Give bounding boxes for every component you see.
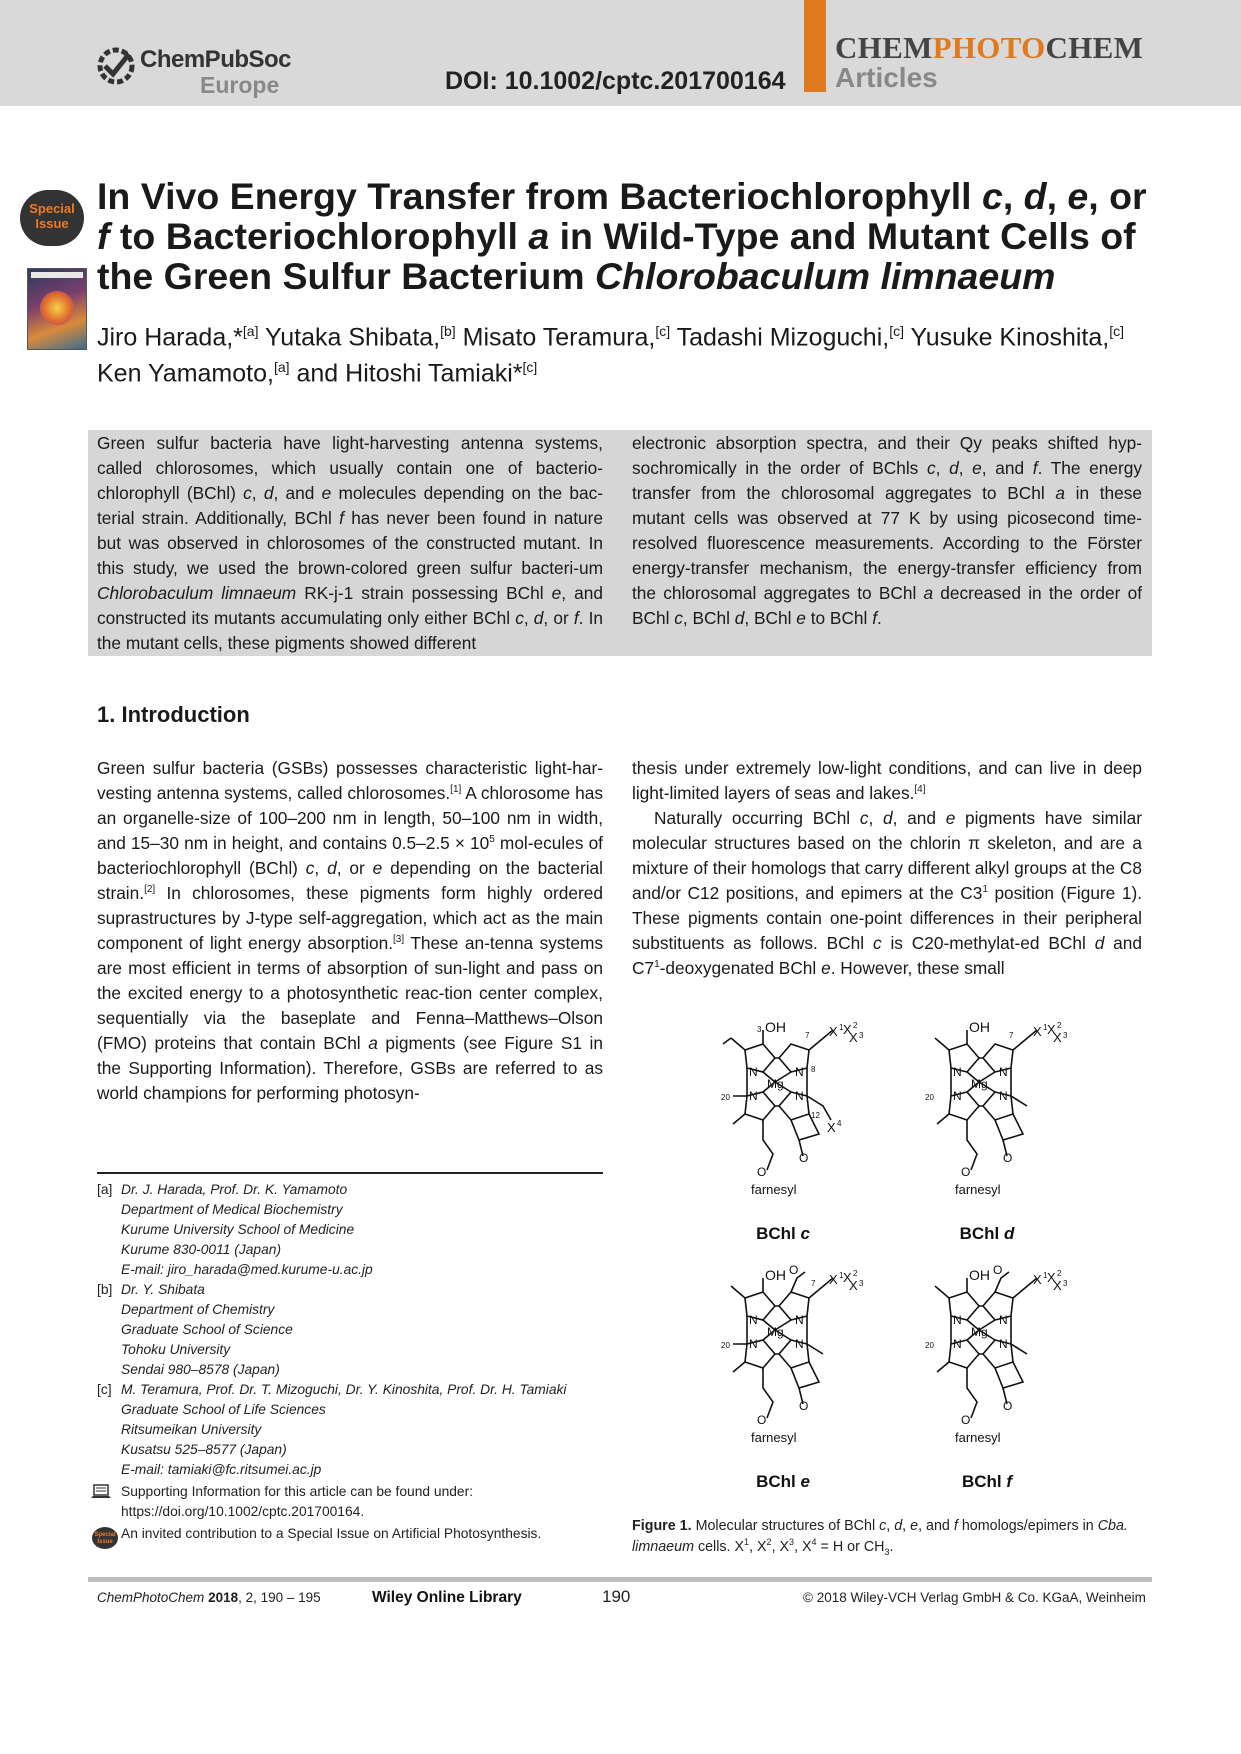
atom-label: O xyxy=(1003,1151,1013,1165)
citation-link[interactable]: [4] xyxy=(914,784,926,796)
text: molecules depending on the bac-terial strain. Additionally, BChl xyxy=(97,483,603,528)
text: c xyxy=(859,808,869,828)
group-label-x: X xyxy=(829,1272,838,1287)
position-label: 20 xyxy=(721,1093,730,1102)
journal-name-part1: CHEM xyxy=(835,30,933,65)
label-letter: e xyxy=(800,1472,810,1491)
supporting-info-note xyxy=(97,1482,607,1522)
affiliation-a xyxy=(97,1180,607,1280)
subscript-label: 2 xyxy=(1057,1269,1062,1278)
text: d xyxy=(734,608,745,628)
text: electronic absorption spectra, and their Qy peaks shifted hyp-sochromically in the order of BChls xyxy=(632,433,1142,478)
title-part: c xyxy=(981,175,1003,217)
group-label-x: X xyxy=(1053,1278,1062,1293)
atom-label: N xyxy=(795,1337,804,1351)
subscript-label: 3 xyxy=(859,1279,864,1288)
atom-label: N xyxy=(749,1337,758,1351)
group-label-x: X xyxy=(829,1024,838,1039)
label-prefix: BChl xyxy=(756,1472,801,1491)
affiliation-line: Dr. J. Harada, Prof. Dr. K. Yamamoto xyxy=(121,1182,348,1197)
affiliation-line: Graduate School of Science xyxy=(121,1322,293,1337)
subscript-label: 1 xyxy=(1043,1271,1048,1280)
author-name[interactable]: Jiro Harada,* xyxy=(97,323,243,352)
group-label-farnesyl: farnesyl xyxy=(751,1182,797,1197)
affiliation-email[interactable]: E-mail: tamiaki@fc.ritsumei.ac.jp xyxy=(121,1462,322,1477)
text: e xyxy=(945,808,956,828)
text: is C20-methylat-ed BChl xyxy=(881,933,1095,953)
affiliation-line: Dr. Y. Shibata xyxy=(121,1282,205,1297)
text: , xyxy=(958,458,973,478)
text: d xyxy=(533,608,544,628)
affiliation-c xyxy=(97,1380,607,1480)
section-heading: 1. Introduction xyxy=(97,702,250,727)
text: , and xyxy=(981,458,1033,478)
group-label-x: X xyxy=(843,1022,852,1037)
abstract-paragraph xyxy=(632,431,1142,631)
atom-label: O xyxy=(1003,1399,1013,1413)
group-label-oh: OH xyxy=(765,1019,786,1035)
atom-label: N xyxy=(795,1313,804,1327)
text: , xyxy=(935,458,950,478)
text: . The energy transfer from the chlorosomal aggregates to BChl xyxy=(632,458,1142,503)
text: A chlorosome has an organelle-size of 100–200 nm in length, 50–100 nm in width, and 15–30 nm in height, and contains 0.5–2.5 × 10 xyxy=(97,783,603,853)
text: , xyxy=(251,483,264,503)
molecule-bchl-d xyxy=(897,1010,1077,1243)
text: e xyxy=(821,958,831,978)
author-name[interactable]: Tadashi Mizoguchi, xyxy=(670,323,890,352)
text: , xyxy=(314,858,328,878)
superscript: 4 xyxy=(811,1537,817,1548)
subscript: 3 xyxy=(884,1546,890,1557)
label-prefix: BChl xyxy=(961,1472,1007,1491)
publisher-logo[interactable] xyxy=(96,42,296,98)
footer-year: 2018 xyxy=(204,1590,239,1605)
affiliation-line: Department of Medical Biochemistry xyxy=(121,1202,343,1217)
title-part: in Wild-Type and Mutant Cells of the Green Sulfur Bacterium xyxy=(97,215,1136,297)
position-label: 7 xyxy=(1009,1031,1014,1040)
special-issue-icon-line2: Issue xyxy=(97,1539,113,1545)
text: pigments have similar molecular structures based on the chlorin π skeleton, and are a mixture of their homologs that carry different alkyl groups at the C8 and/or C12 positions, and epimers at the C3 xyxy=(632,808,1142,903)
superscript: 1 xyxy=(744,1537,750,1548)
text: has never been found in nature but was observed in chlorosomes of the constructed mutant. In this study, we used the brown-colored green sulfur bacteri-um xyxy=(97,508,604,578)
atom-label: N xyxy=(999,1065,1008,1079)
group-label-farnesyl: farnesyl xyxy=(955,1430,1001,1445)
subscript-label: 2 xyxy=(853,1021,858,1030)
text: , xyxy=(868,808,884,828)
text: , xyxy=(886,1518,895,1534)
special-issue-badge-line1: Special xyxy=(29,201,75,216)
text: Molecular structures of BChl xyxy=(691,1518,880,1534)
intro-left-column xyxy=(97,756,603,1106)
label-prefix: BChl xyxy=(756,1224,801,1243)
molecule-structure-bchl-d xyxy=(897,1010,1077,1220)
text: Green sulfur bacteria have light-harvesting antenna systems, called chlorosomes, which usually contain one of bacterio-chlorophyll (BChl) xyxy=(97,433,603,503)
special-issue-badge[interactable] xyxy=(20,190,84,246)
text: c xyxy=(243,483,252,503)
subscript-label: 4 xyxy=(837,1119,842,1128)
exponent: 5 xyxy=(489,834,495,846)
position-label: 3 xyxy=(757,1025,762,1034)
text: . In the mutant cells, these pigments showed different xyxy=(97,608,603,653)
special-issue-icon xyxy=(91,1526,119,1550)
atom-label: N xyxy=(953,1337,962,1351)
laptop-icon xyxy=(91,1484,111,1500)
publisher-name: ChemPubSoc xyxy=(140,46,292,73)
text: Naturally occurring BChl xyxy=(654,808,860,828)
atom-label: Mg xyxy=(767,1077,784,1091)
group-label-oh: OH xyxy=(969,1267,990,1283)
footer-citation xyxy=(97,1590,321,1605)
author-name[interactable]: Misato Teramura, xyxy=(455,323,656,352)
atom-label: N xyxy=(749,1313,758,1327)
text: f xyxy=(339,508,344,528)
text: , and xyxy=(273,483,322,503)
text: -deoxygenated BChl xyxy=(659,958,822,978)
text: e xyxy=(910,1518,919,1534)
text: f xyxy=(573,608,579,628)
group-label-x: X xyxy=(1047,1022,1056,1037)
affiliation-line: Graduate School of Life Sciences xyxy=(121,1402,326,1417)
affiliation-line: Sendai 980–8578 (Japan) xyxy=(121,1362,280,1377)
affiliation-label: [c] xyxy=(97,1382,112,1397)
superscript: 3 xyxy=(789,1537,795,1548)
footer-volume: , 2, 190 – 195 xyxy=(238,1590,321,1605)
atom-label: O xyxy=(961,1165,971,1179)
abstract-right-column xyxy=(632,431,1142,631)
atom-label: O xyxy=(757,1165,767,1179)
affiliation-line: M. Teramura, Prof. Dr. T. Mizoguchi, Dr. Y. Kinoshita, Prof. Dr. H. Tamiaki xyxy=(121,1382,567,1397)
title-part: Chlorobaculum limnaeum xyxy=(595,255,1056,297)
author-name[interactable]: and Hitoshi Tamiaki* xyxy=(289,359,523,388)
text: d xyxy=(327,858,337,878)
figure-caption xyxy=(632,1516,1142,1558)
citation-link[interactable]: [1] xyxy=(450,784,462,796)
atom-label: N xyxy=(999,1337,1008,1351)
title-part: In Vivo Energy Transfer from Bacteriochlorophyll xyxy=(97,175,982,217)
text: a xyxy=(923,583,934,603)
superscript: 1 xyxy=(654,959,660,971)
atom-label: N xyxy=(953,1313,962,1327)
group-label-x: X xyxy=(843,1270,852,1285)
text: a xyxy=(1055,483,1065,503)
title-part: , or xyxy=(1088,175,1147,217)
text: c xyxy=(515,608,524,628)
issue-cover-thumbnail[interactable] xyxy=(27,268,87,350)
position-label: 7 xyxy=(811,1279,816,1288)
affiliation-label: [b] xyxy=(97,1282,113,1297)
atom-label: N xyxy=(749,1089,758,1103)
position-label: 12 xyxy=(811,1111,820,1120)
atom-label: N xyxy=(999,1089,1008,1103)
text: , xyxy=(902,1518,911,1534)
text: f xyxy=(953,1518,958,1534)
author-affiliation: [c] xyxy=(1109,323,1125,339)
article-title xyxy=(97,176,1157,296)
text: e xyxy=(321,483,332,503)
invited-note xyxy=(94,1524,607,1545)
text: thesis under extremely low-light conditions, and can live in deep light-limited layers of seas and lakes. xyxy=(632,758,1142,803)
text: In chlorosomes, these pigments form highly ordered suprastructures by J-type self-aggregation, which act as the main component of light energy absorption. xyxy=(97,883,603,953)
title-part: e xyxy=(1067,175,1089,217)
text: , and xyxy=(892,808,946,828)
author-affiliation: [c] xyxy=(655,323,671,339)
abstract-left-column xyxy=(97,431,603,656)
author-affiliation: [a] xyxy=(273,359,290,376)
text: Chlorobaculum limnaeum xyxy=(97,583,297,603)
title-part: , xyxy=(1046,175,1068,217)
text: in these mutant cells was observed at 77 K by using picosecond time-resolved fluorescence measurements. According to the Förster energy-transfer mechanism, the energy-transfer efficiency from the chlorosomal aggregates to BChl xyxy=(632,483,1143,603)
title-part: a xyxy=(528,215,550,257)
subscript-label: 1 xyxy=(839,1023,844,1032)
text: e xyxy=(372,858,383,878)
group-label-farnesyl: farnesyl xyxy=(955,1182,1001,1197)
molecule-structure-bchl-f xyxy=(897,1258,1077,1468)
label-letter: f xyxy=(1006,1472,1013,1491)
affiliation-email[interactable]: E-mail: jiro_harada@med.kurume-u.ac.jp xyxy=(121,1262,373,1277)
text: , X xyxy=(794,1539,812,1555)
text: f xyxy=(1032,458,1038,478)
author-affiliation: [a] xyxy=(242,323,259,339)
molecule-label xyxy=(897,1472,1077,1492)
molecule-structure-bchl-e xyxy=(693,1258,873,1468)
affiliation-line: Department of Chemistry xyxy=(121,1302,275,1317)
text: e xyxy=(551,583,562,603)
footnote-divider xyxy=(97,1172,603,1174)
atom-label: Mg xyxy=(971,1325,988,1339)
text: , or xyxy=(543,608,574,628)
subscript-label: 1 xyxy=(839,1271,844,1280)
atom-label: Mg xyxy=(767,1325,784,1339)
subscript-label: 2 xyxy=(1057,1021,1062,1030)
body-paragraph xyxy=(632,756,1142,806)
superscript: 2 xyxy=(766,1537,772,1548)
page-number: 190 xyxy=(602,1587,631,1606)
group-label-oh: OH xyxy=(969,1019,990,1035)
text: position (Figure 1). These pigments contain one-point differences in their peripheral substituents as follows. BChl xyxy=(632,883,1143,953)
journal-name-part2: PHOTO xyxy=(932,30,1046,65)
subscript-label: 2 xyxy=(853,1269,858,1278)
atom-label: O xyxy=(789,1263,799,1277)
footer-copyright: © 2018 Wiley-VCH Verlag GmbH & Co. KGaA, Weinheim xyxy=(803,1590,1146,1605)
text: , and xyxy=(918,1518,954,1534)
affiliations xyxy=(94,1180,607,1545)
subscript-label: 1 xyxy=(1043,1023,1048,1032)
superscript: 1 xyxy=(982,884,988,896)
text: cells. X xyxy=(693,1539,745,1555)
molecule-label xyxy=(897,1224,1077,1244)
label-letter: d xyxy=(1004,1224,1015,1243)
atom-label: N xyxy=(953,1089,962,1103)
subscript-label: 3 xyxy=(1063,1031,1068,1040)
subscript-label: 3 xyxy=(859,1031,864,1040)
text: , or xyxy=(336,858,373,878)
text: e xyxy=(972,458,982,478)
label-prefix: BChl xyxy=(959,1224,1004,1243)
author-name[interactable]: Yutaka Shibata, xyxy=(258,323,441,352)
group-label-x: X xyxy=(1033,1272,1042,1287)
group-label-x: X xyxy=(849,1278,858,1293)
chempubsoc-logo-icon xyxy=(96,44,136,88)
title-part: , xyxy=(1002,175,1024,217)
molecule-label xyxy=(693,1224,873,1244)
atom-label: O xyxy=(757,1413,767,1427)
text: , X xyxy=(749,1539,767,1555)
group-label-x: X xyxy=(849,1030,858,1045)
subscript-label: 3 xyxy=(1063,1279,1068,1288)
journal-name[interactable] xyxy=(835,30,1143,66)
title-part: d xyxy=(1023,175,1047,217)
figure-label: Figure 1. xyxy=(632,1518,692,1534)
cover-art xyxy=(40,291,74,325)
atom-label: O xyxy=(961,1413,971,1427)
citation-link[interactable]: [3] xyxy=(393,934,405,946)
atom-label: Mg xyxy=(971,1077,988,1091)
text: a xyxy=(368,1033,378,1053)
journal-name-part3: CHEM xyxy=(1045,30,1144,65)
text: , xyxy=(523,608,534,628)
text: , X xyxy=(771,1539,790,1555)
text: , BChl xyxy=(744,608,797,628)
affiliation-b xyxy=(97,1280,607,1380)
text: f xyxy=(872,608,877,628)
molecule-label xyxy=(693,1472,873,1492)
molecule-bchl-c xyxy=(693,1010,873,1243)
label-letter: c xyxy=(800,1224,810,1243)
publisher-region: Europe xyxy=(200,72,280,98)
group-label-x: X xyxy=(1053,1030,1062,1045)
group-label-oh: OH xyxy=(765,1267,786,1283)
body-paragraph xyxy=(632,806,1142,981)
text: depending on the bacterial strain. xyxy=(97,858,603,903)
atom-label: O xyxy=(993,1263,1003,1277)
citation-link[interactable]: [2] xyxy=(144,884,156,896)
title-part: to Bacteriochlorophyll xyxy=(109,215,529,257)
position-label: 20 xyxy=(721,1341,730,1350)
atom-label: N xyxy=(999,1313,1008,1327)
text: . xyxy=(877,608,882,628)
text: to BChl xyxy=(805,608,873,628)
supporting-info-link[interactable]: https://doi.org/10.1002/cptc.201700164. xyxy=(121,1504,365,1519)
affiliation-label: [a] xyxy=(97,1182,113,1197)
author-affiliation: [c] xyxy=(522,359,538,376)
supporting-info-text: Supporting Information for this article can be found under: xyxy=(121,1484,474,1499)
wiley-online-library-link[interactable]: Wiley Online Library xyxy=(372,1589,522,1606)
atom-label: N xyxy=(749,1065,758,1079)
affiliation-line: Kurume University School of Medicine xyxy=(121,1222,355,1237)
position-label: 8 xyxy=(811,1065,816,1074)
position-label: 20 xyxy=(925,1093,934,1102)
cover-band xyxy=(31,272,83,278)
affiliation-line: Ritsumeikan University xyxy=(121,1422,262,1437)
body-paragraph xyxy=(97,756,603,1106)
group-label-farnesyl: farnesyl xyxy=(751,1430,797,1445)
text: c xyxy=(674,608,683,628)
text: pigments (see Figure S1 in the Supporting Information). Therefore, GSBs are referred to as world champions for performing photosyn- xyxy=(97,1033,603,1103)
article-doi[interactable]: DOI: 10.1002/cptc.201700164 xyxy=(445,67,786,95)
author-affiliation: [c] xyxy=(889,323,904,339)
group-label-x: X xyxy=(1047,1270,1056,1285)
text: c xyxy=(872,933,882,953)
text: Green sulfur bacteria (GSBs) possesses characteristic light-har-vesting antenna systems, called chlorosomes. xyxy=(97,758,603,803)
figure-1[interactable] xyxy=(693,1010,1083,1500)
group-label-x: X xyxy=(827,1120,836,1135)
text: decreased in the order of BChl xyxy=(632,583,1142,628)
text: e xyxy=(796,608,806,628)
text: , BChl xyxy=(682,608,735,628)
text: = H or CH xyxy=(816,1539,885,1555)
affiliation-line: Kurume 830-0011 (Japan) xyxy=(121,1242,282,1257)
author-name[interactable]: Ken Yamamoto, xyxy=(97,359,274,388)
text: These an-tenna systems are most efficient in terms of absorption of sun-light and pass on the excited energy to a photosynthetic reac-tion center complex, sequentially via the baseplate and Fenna–Matthews–Olson (FMO) proteins that contain BChl xyxy=(97,933,603,1053)
text: . xyxy=(889,1539,894,1555)
position-label: 20 xyxy=(925,1341,934,1350)
text: c xyxy=(305,858,315,878)
text: , and constructed its mutants accumulating only either BChl xyxy=(97,583,603,628)
text: RK-j-1 strain possessing BChl xyxy=(296,583,552,603)
section-label: Articles xyxy=(835,62,938,93)
text: homologs/epimers in xyxy=(957,1518,1098,1534)
text: d xyxy=(883,808,893,828)
text: d xyxy=(894,1518,903,1534)
affiliation-line: Tohoku University xyxy=(121,1342,231,1357)
atom-label: O xyxy=(799,1151,809,1165)
footer-journal: ChemPhotoChem xyxy=(97,1590,205,1605)
text: and C7 xyxy=(632,933,1142,978)
special-issue-badge-line2: Issue xyxy=(35,216,69,231)
text: c xyxy=(926,458,936,478)
text: d xyxy=(949,458,959,478)
molecule-bchl-e xyxy=(693,1258,873,1491)
title-part: f xyxy=(97,215,110,257)
group-label-x: X xyxy=(1033,1024,1042,1039)
text: Cba. limnaeum xyxy=(632,1518,1128,1555)
text: d xyxy=(1094,933,1105,953)
atom-label: N xyxy=(795,1089,804,1103)
page-header xyxy=(0,0,1241,106)
accent-bar xyxy=(804,0,826,92)
text: d xyxy=(263,483,274,503)
atom-label: N xyxy=(795,1065,804,1079)
position-label: 7 xyxy=(805,1031,810,1040)
invited-text: An invited contribution to a Special Issue on Artificial Photosynthesis. xyxy=(121,1526,542,1541)
molecule-structure-bchl-c xyxy=(693,1010,873,1220)
author-name[interactable]: Yusuke Kinoshita, xyxy=(903,323,1110,352)
text: c xyxy=(879,1518,887,1534)
abstract-paragraph xyxy=(97,431,603,656)
intro-right-column xyxy=(632,756,1142,981)
author-list xyxy=(97,316,1177,389)
molecule-bchl-f xyxy=(897,1258,1077,1491)
affiliation-line: Kusatsu 525–8577 (Japan) xyxy=(121,1442,287,1457)
atom-label: O xyxy=(799,1399,809,1413)
text: mol-ecules of bacteriochlorophyll (BChl) xyxy=(97,833,603,878)
special-issue-icon-line1: Special xyxy=(94,1532,116,1538)
atom-label: N xyxy=(953,1065,962,1079)
footer-divider xyxy=(88,1577,1152,1582)
text: . However, these small xyxy=(830,958,1005,978)
author-affiliation: [b] xyxy=(440,323,456,339)
